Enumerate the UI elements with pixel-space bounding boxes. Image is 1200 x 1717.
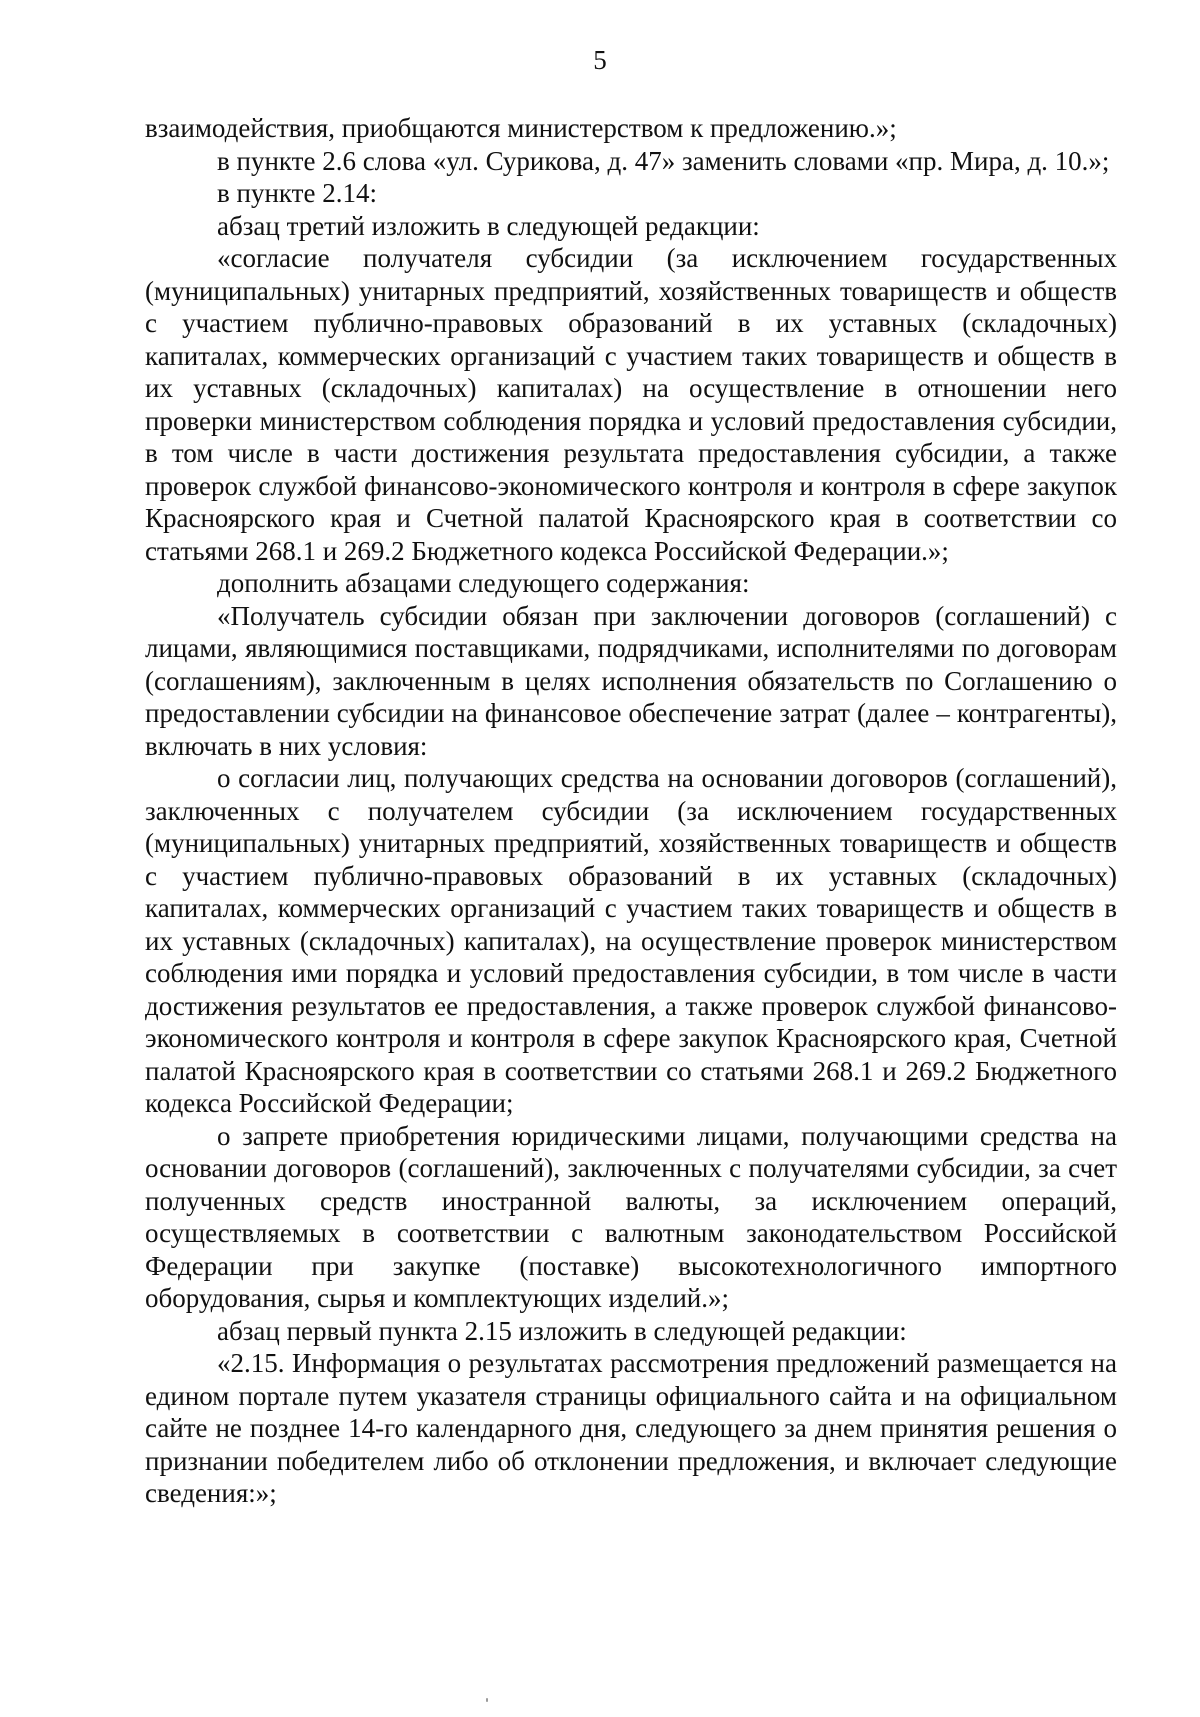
page-number: 5 [593,45,607,75]
paragraph-third-abzac-instruction: абзац третий изложить в следующей редакции: [217,210,760,241]
paragraph-item-2-15-text: «2.15. Информация о результатах рассмотрения предложений размещается на едином портале путем указателя страницы официального сайта и на официальном сайте не позднее 14-го календарного дня, следующего за днем принятия решения о признании победителем либо об отклонении предложения, и включает следующие сведения:»; [145,1348,1117,1508]
paragraph-consent-text: «согласие получателя субсидии (за исключением государственных (муниципальных) унитарных предприятий, хозяйственных товариществ и обществ с участием публично-правовых образований в их уставных (складочных) капиталах, коммерческих организаций с участием таких товариществ и обществ в их уставных (складочных) капиталах) на осуществление в отношении него проверки министерством соблюдения порядка и условий предоставления субсидии, в том числе в части достижения результата предоставления субсидии, а также проверок службой финансово-экономического контроля и контроля в сфере закупок Красноярского края и Счетной палатой Красноярского края в соответствии со статьями 268.1 и 269.2 Бюджетного кодекса Российской Федерации.»; [145,243,1117,566]
paragraph-item-2-15-instruction: абзац первый пункта 2.15 изложить в следующей редакции: [217,1315,907,1346]
scan-artifact [486,1698,488,1702]
paragraph-item-2-6: в пункте 2.6 слова «ул. Сурикова, д. 47» заменить словами «пр. Мира, д. 10.»; [217,145,1110,176]
paragraph-consent-of-persons: о согласии лиц, получающих средства на основании договоров (соглашений), заключенных с получателем субсидии (за исключением государственных (муниципальных) унитарных предприятий, хозяйственных товариществ и обществ с участием публично-правовых образований в их уставных (складочных) капиталах, коммерческих организаций с участием таких товариществ и обществ в их уставных (складочных) капиталах), на осуществление проверок министерством соблюдения ими порядка и условий предоставления субсидии, в том числе в части достижения результатов ее предоставления, а также проверок службой финансово-экономического контроля и контроля в сфере закупок Красноярского края, Счетной палатой Красноярского края в соответствии со статьями 268.1 и 269.2 Бюджетного кодекса Российской Федерации; [145,763,1117,1118]
paragraph-continuation: взаимодействия, приобщаются министерством к предложению.»; [145,113,897,143]
document-body [145,112,1117,1510]
paragraph-add-abzacs-instruction: дополнить абзацами следующего содержания: [217,568,750,598]
paragraph-item-2-14: в пункте 2.14: [217,178,377,208]
paragraph-recipient-obligation: «Получатель субсидии обязан при заключении договоров (соглашений) с лицами, являющимися поставщиками, подрядчиками, исполнителями по договорам (соглашениям), заключенным в целях исполнения обязательств по Соглашению о предоставлении субсидии на финансовое обеспечение затрат (далее – контрагенты), включать в них условия: [145,600,1117,761]
paragraph-currency-ban: о запрете приобретения юридическими лицами, получающими средства на основании договоров (соглашений), заключенных с получателями субсидии, за счет полученных средств иностранной валюты, за исключением операций, осуществляемых в соответствии с валютным законодательством Российской Федерации при закупке (поставке) высокотехнологичного импортного оборудования, сырья и комплектующих изделий.»; [145,1120,1117,1313]
